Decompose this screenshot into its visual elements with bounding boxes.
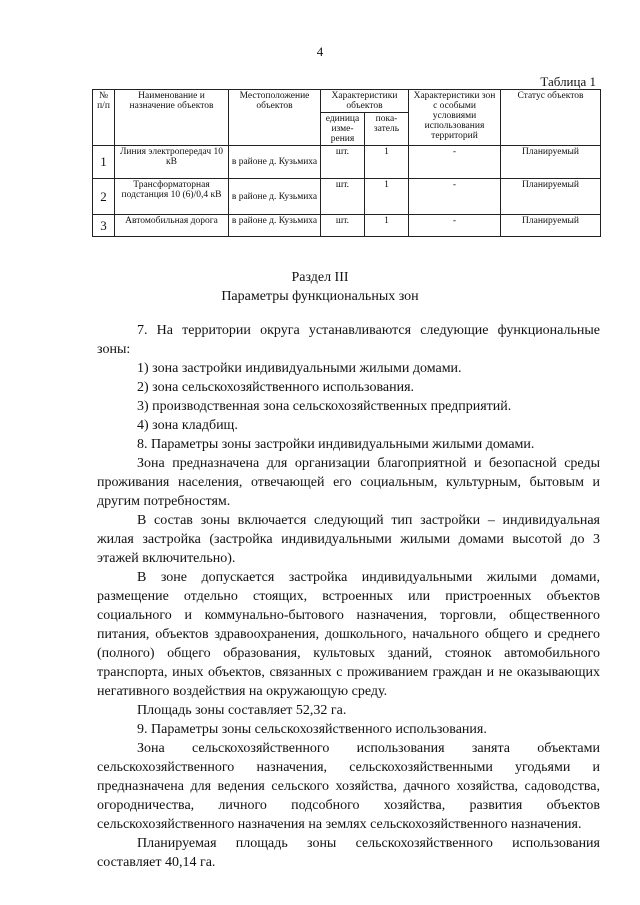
row-name: Автомобильная дорога [115,215,229,237]
table-row [93,179,601,215]
paragraph: Зона предназначена для организации благоприятной и безопасной среды проживания населения, отвечающей его социальным, культурным, бытовым и другим потребностям. [97,456,600,509]
table-row [93,215,601,237]
row-location: в районе д. Кузьмиха [229,179,321,215]
section-title: Раздел III [291,270,349,285]
paragraph: 9. Параметры зоны сельскохозяйственного использования. [137,722,487,737]
row-num: 3 [93,215,115,237]
header-indicator: пока-затель [365,113,409,146]
header-unit: единица изме-рения [321,113,365,146]
row-status: Планируемый [501,179,601,215]
row-indicator: 1 [365,146,409,179]
row-zones: - [409,146,501,179]
paragraph: Зона сельскохозяйственного использования занята объектами сельскохозяйственного назначения, сельскохозяйственными угодьями и предназначена для ведения сельского хозяйства, дачного хозяйства, садоводства, огородничества, личного подсобного хозяйства, развития объектов сельскохозяйственного назначения на землях сельскохозяйственного назначения. [97,741,600,832]
header-characteristics: Характеристики объектов [321,90,409,113]
paragraph: 7. На территории округа устанавливаются следующие функциональные зоны: [97,323,600,357]
header-location: Местоположение объектов [229,90,321,146]
page-number: 4 [316,44,324,59]
body-text [97,321,600,872]
header-num: № п/п [93,90,115,146]
paragraph: В зоне допускается застройка индивидуальными жилыми домами, размещение отдельно стоящих, встроенных или пристроенных объектов социального и коммунально-бытового назначения, торговли, общественного питания, объектов здравоохранения, дошкольного, начального общего и среднего (полного) общего образования, культовых зданий, стоянок автомобильного транспорта, иных объектов, связанных с проживанием граждан и не оказывающих негативного воздействия на окружающую среду. [97,570,600,699]
row-location: в районе д. Кузьмиха [229,215,321,237]
paragraph: Площадь зоны составляет 52,32 га. [137,703,347,718]
header-status: Статус объектов [501,90,601,146]
list-item: 2) зона сельскохозяйственного использования. [137,380,415,395]
objects-table [92,89,601,237]
row-zones: - [409,179,501,215]
row-name: Трансформаторная подстанция 10 (6)/0,4 кВ [115,179,229,215]
row-name: Линия электропередач 10 кВ [115,146,229,179]
paragraph: Планируемая площадь зоны сельскохозяйственного использования составляет 40,14 га. [97,836,600,870]
row-num: 2 [93,179,115,215]
list-item: 1) зона застройки индивидуальными жилыми домами. [137,361,462,376]
list-item: 3) производственная зона сельскохозяйственных предприятий. [137,399,512,414]
table-caption: Таблица 1 [540,74,596,89]
header-name: Наименование и назначение объектов [115,90,229,146]
paragraph: 8. Параметры зоны застройки индивидуальными жилыми домами. [137,437,535,452]
row-zones: - [409,215,501,237]
row-location: в районе д. Кузьмиха [229,146,321,179]
row-status: Планируемый [501,215,601,237]
row-num: 1 [93,146,115,179]
row-indicator: 1 [365,215,409,237]
row-unit: шт. [321,146,365,179]
section-subtitle: Параметры функциональных зон [221,289,419,304]
header-zones: Характеристики зон с особыми условиями использования территорий [409,90,501,146]
row-indicator: 1 [365,179,409,215]
table-row [93,146,601,179]
paragraph: В состав зоны включается следующий тип застройки – индивидуальная жилая застройка (застройка индивидуальными жилыми домами высотой до 3 этажей включительно). [97,513,600,566]
list-item: 4) зона кладбищ. [137,418,238,433]
row-status: Планируемый [501,146,601,179]
row-unit: шт. [321,215,365,237]
row-unit: шт. [321,179,365,215]
